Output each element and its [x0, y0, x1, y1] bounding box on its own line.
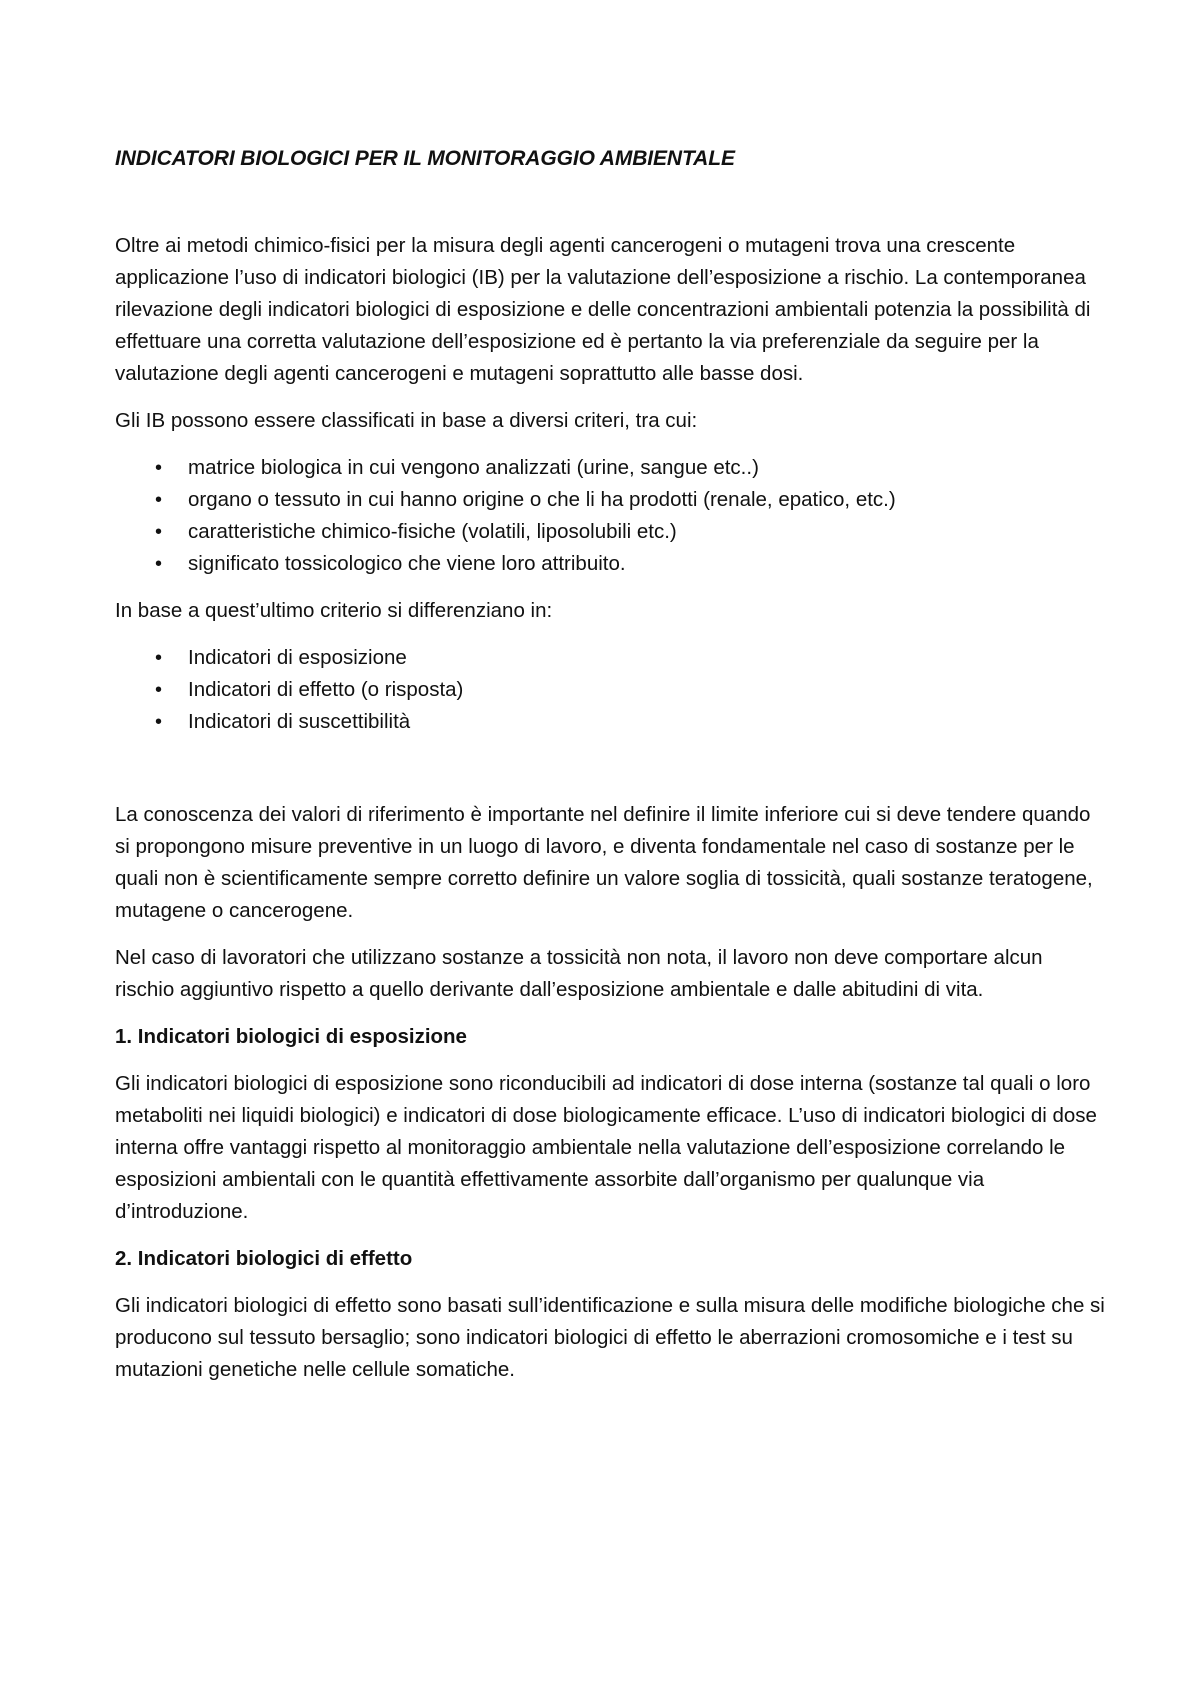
list-item-text: Indicatori di effetto (o risposta): [188, 678, 464, 701]
workers-paragraph: Nel caso di lavoratori che utilizzano sostanze a tossicità non nota, il lavoro non deve comportare alcun rischio aggiuntivo rispetto a quello derivante dall’esposizione ambientale e dalle abitudini di vita.: [115, 946, 1043, 1001]
bullet-icon: •: [155, 679, 163, 701]
bullet-icon: •: [155, 457, 163, 479]
document-title: INDICATORI BIOLOGICI PER IL MONITORAGGIO AMBIENTALE: [115, 147, 735, 170]
bullet-icon: •: [155, 711, 163, 733]
list-item: [115, 674, 1105, 706]
criteria-list: [115, 452, 1105, 580]
list-item: [115, 484, 1105, 516]
types-list: [115, 642, 1105, 738]
bullet-icon: •: [155, 521, 163, 543]
list-item: [115, 548, 1105, 580]
bullet-icon: •: [155, 489, 163, 511]
list-item-text: Indicatori di suscettibilità: [188, 710, 411, 733]
section-heading-exposure: 1. Indicatori biologici di esposizione: [115, 1025, 467, 1048]
list-item: [115, 516, 1105, 548]
section-heading-effect: 2. Indicatori biologici di effetto: [115, 1247, 413, 1270]
reference-values-paragraph: La conoscenza dei valori di riferimento è importante nel definire il limite inferiore cui si deve tendere quando si propongono misure preventive in un luogo di lavoro, e diventa fondamentale nel caso di sostanze per le quali non è scientificamente sempre corretto definire un valore soglia di tossicità, quali sostanze teratogene, mutagene o cancerogene.: [115, 803, 1093, 922]
classification-intro: Gli IB possono essere classificati in base a diversi criteri, tra cui:: [115, 409, 698, 432]
bullet-icon: •: [155, 647, 163, 669]
list-item-text: significato tossicologico che viene loro attribuito.: [188, 552, 626, 575]
list-item-text: caratteristiche chimico-fisiche (volatili, liposolubili etc.): [188, 520, 677, 543]
list-item: [115, 452, 1105, 484]
section-body-exposure: Gli indicatori biologici di esposizione sono riconducibili ad indicatori di dose interna (sostanze tal quali o loro metaboliti nei liquidi biologici) e indicatori di dose biologicamente efficace. L’uso di indicatori biologici di dose interna offre vantaggi rispetto al monitoraggio ambientale nella valutazione dell’esposizione correlando le esposizioni ambientali con le quantità effettivamente assorbite dall’organismo per qualunque via d’introduzione.: [115, 1072, 1097, 1223]
section-body-effect: Gli indicatori biologici di effetto sono basati sull’identificazione e sulla misura delle modifiche biologiche che si producono sul tessuto bersaglio; sono indicatori biologici di effetto le aberrazioni cromosomiche e i test su mutazioni genetiche nelle cellule somatiche.: [115, 1294, 1105, 1381]
intro-paragraph: Oltre ai metodi chimico-fisici per la misura degli agenti cancerogeni o mutageni trova una crescente applicazione l’uso di indicatori biologici (IB) per la valutazione dell’esposizione a rischio. La contemporanea rilevazione degli indicatori biologici di esposizione e delle concentrazioni ambientali potenzia la possibilità di effettuare una corretta valutazione dell’esposizione ed è pertanto la via preferenziale da seguire per la valutazione degli agenti cancerogeni e mutageni soprattutto alle basse dosi.: [115, 234, 1091, 385]
list-item-text: matrice biologica in cui vengono analizzati (urine, sangue etc..): [188, 456, 759, 479]
document-page: [115, 143, 1105, 1401]
blank-spacer: [115, 753, 1105, 799]
list-item-text: organo o tessuto in cui hanno origine o che li ha prodotti (renale, epatico, etc.): [188, 488, 896, 511]
list-item: [115, 706, 1105, 738]
bullet-icon: •: [155, 553, 163, 575]
list-item: [115, 642, 1105, 674]
differentiation-intro: In base a quest’ultimo criterio si differenziano in:: [115, 599, 553, 622]
list-item-text: Indicatori di esposizione: [188, 646, 407, 669]
